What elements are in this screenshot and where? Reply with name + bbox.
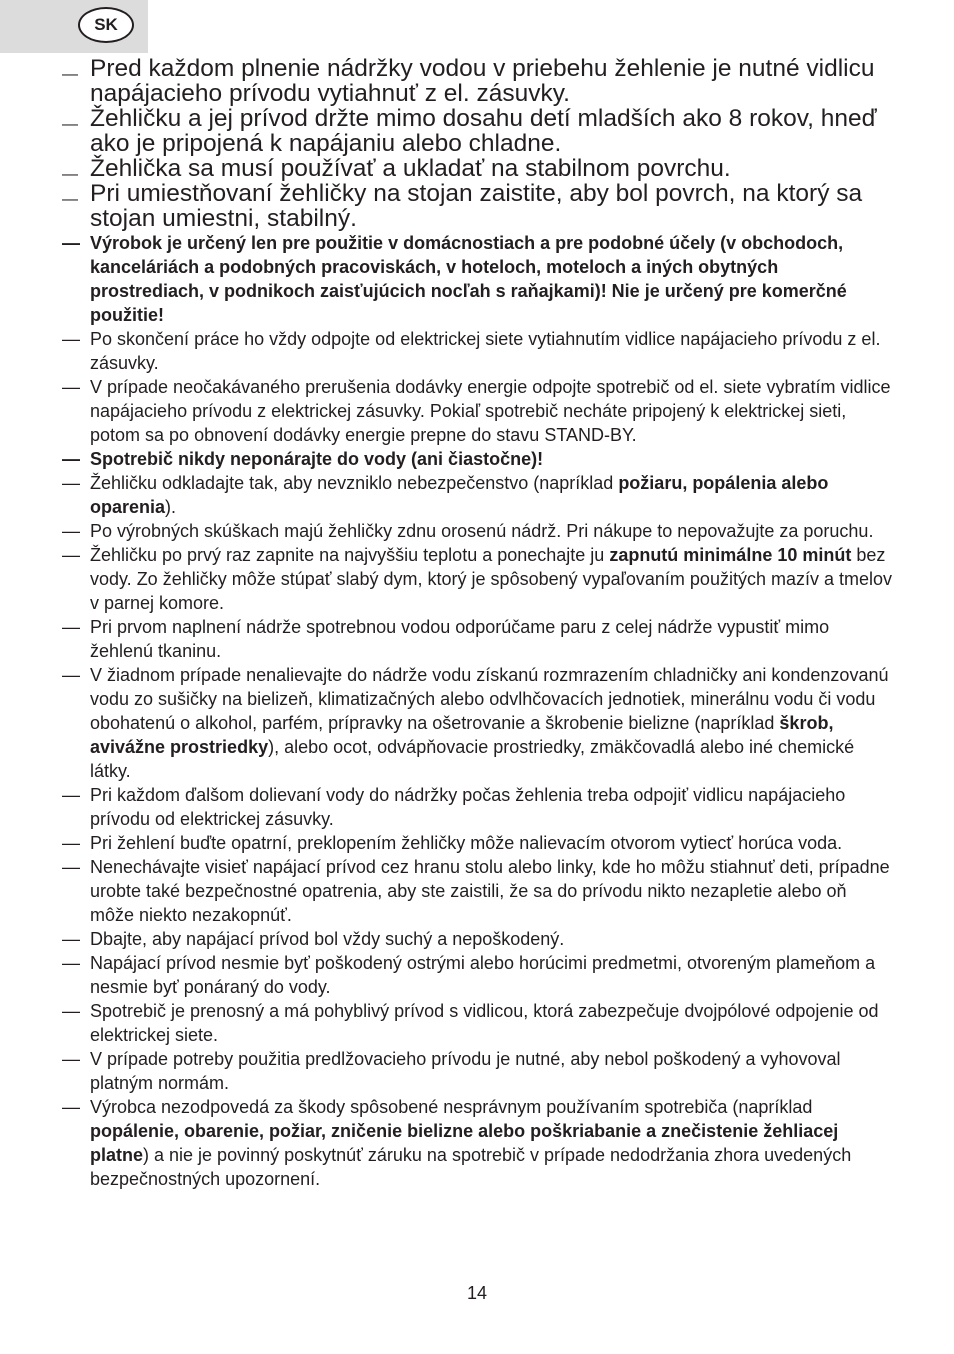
instruction-text: V prípade neočakávaného prerušenia dodávky energie odpojte spotrebič od el. siete vybratím vidlice napájacieho prívodu z elektrickej zásuvky. Pokiaľ spotrebič necháte pripojený k elektrickej sieti, potom sa po obnovení dodávky energie prepne do stavu STAND-BY. bbox=[90, 377, 891, 445]
instruction-item bbox=[62, 1047, 892, 1095]
instruction-text: Výrobca nezodpovedá za škody spôsobené nesprávnym používaním spotrebiča (napríklad bbox=[90, 1097, 813, 1117]
instruction-item bbox=[62, 543, 892, 615]
safety-instructions-list bbox=[62, 56, 892, 1191]
instruction-item bbox=[62, 831, 892, 855]
instruction-item bbox=[62, 615, 892, 663]
instruction-item bbox=[62, 56, 892, 106]
language-badge: SK bbox=[78, 7, 134, 43]
dash-bullet: — bbox=[62, 1097, 80, 1117]
dash-bullet: — bbox=[62, 857, 80, 877]
instruction-item bbox=[62, 783, 892, 831]
dash-bullet: — bbox=[62, 785, 80, 805]
instruction-item bbox=[62, 855, 892, 927]
dash-bullet: — bbox=[62, 66, 78, 83]
instruction-text: Po skončení práce ho vždy odpojte od elektrickej siete vytiahnutím vidlice napájacieho prívodu z el. zásuvky. bbox=[90, 329, 881, 373]
language-tab bbox=[0, 0, 148, 53]
instruction-text: Pri každom ďalšom dolievaní vody do nádržky počas žehlenia treba odpojiť vidlicu napájacieho prívodu od elektrickej zásuvky. bbox=[90, 785, 846, 829]
instruction-item bbox=[62, 447, 892, 471]
dash-bullet: — bbox=[62, 166, 78, 183]
dash-bullet: — bbox=[62, 191, 78, 208]
instruction-text: Žehlička sa musí používať a ukladať na stabilnom povrchu. bbox=[90, 155, 731, 182]
instruction-text: V žiadnom prípade nenalievajte do nádrže vodu získanú rozmrazením chladničky ani kondenzovanú vodu zo sušičky na bielizeň, klimatizačných alebo odvlhčovacích jednotiek, minerálnu vodu či vodu obohatenú o alkohol, parfém, prípravky na ošetrovanie a škrobenie bielizne (napríklad bbox=[90, 665, 889, 733]
instruction-text: ), alebo ocot, odvápňovacie prostriedky, zmäkčovadlá alebo iné chemické látky. bbox=[90, 737, 855, 781]
dash-bullet: — bbox=[62, 521, 80, 541]
dash-bullet: — bbox=[62, 833, 80, 853]
instruction-item bbox=[62, 927, 892, 951]
instruction-text: Žehličku po prvý raz zapnite na najvyššiu teplotu a ponechajte ju bbox=[90, 545, 610, 565]
dash-bullet: — bbox=[62, 617, 80, 637]
instruction-text: V prípade potreby použitia predlžovacieho prívodu je nutné, aby nebol poškodený a vyhovoval platným normám. bbox=[90, 1049, 841, 1093]
instruction-text: Napájací prívod nesmie byť poškodený ostrými alebo horúcimi predmetmi, otvoreným plameňom a nesmie byť ponáraný do vody. bbox=[90, 953, 876, 997]
instruction-text-bold: škrob, avivážne prostriedky bbox=[90, 713, 834, 757]
instruction-item bbox=[62, 181, 892, 231]
instruction-item bbox=[62, 663, 892, 783]
dash-bullet: — bbox=[62, 329, 80, 349]
instruction-item bbox=[62, 519, 892, 543]
dash-bullet: — bbox=[62, 1001, 80, 1021]
instruction-text-bold: Výrobok je určený len pre použitie v domácnostiach a pre podobné účely (v obchodoch, kanceláriách a podobných pracoviskách, v hoteloch, moteloch a iných obytných prostrediach, v podnikoch zaisťujúcich nocľah s raňajkami)! Nie je určený pre komerčné použitie! bbox=[90, 233, 847, 325]
instruction-text-bold: zapnutú minimálne 10 minút bbox=[609, 545, 852, 565]
instruction-item bbox=[62, 327, 892, 375]
instruction-text: bez vody. Zo žehličky môže stúpať slabý dym, ktorý je spôsobený vypaľovaním použitých mazív a tmelov v parnej komore. bbox=[90, 545, 893, 613]
instruction-item bbox=[62, 106, 892, 156]
instruction-text: Po výrobných skúškach majú žehličky zdnu orosenú nádrž. Pri nákupe to nepovažujte za poruchu. bbox=[90, 521, 874, 541]
dash-bullet: — bbox=[62, 116, 78, 133]
instruction-text: Žehličku odkladajte tak, aby nevzniklo nebezpečenstvo (napríklad bbox=[90, 473, 619, 493]
instruction-text: Nenechávajte visieť napájací prívod cez hranu stolu alebo linky, kde ho môžu stiahnuť deti, prípadne urobte také bezpečnostné opatrenia, aby ste zaistili, že sa do prívodu nikto nezapletie alebo oň môže niekto nezakopnúť. bbox=[90, 857, 890, 925]
instruction-item bbox=[62, 999, 892, 1047]
instruction-item bbox=[62, 231, 892, 327]
instruction-text: Dbajte, aby napájací prívod bol vždy suchý a nepoškodený. bbox=[90, 929, 565, 949]
instruction-item bbox=[62, 1095, 892, 1191]
instruction-text: Pri umiestňovaní žehličky na stojan zaistite, aby bol povrch, na ktorý sa stojan umiestni, stabilný. bbox=[90, 180, 863, 232]
instruction-text-bold: popálenie, obarenie, požiar, zničenie bielizne alebo poškriabanie a znečistenie žehliacej platne bbox=[90, 1121, 839, 1165]
dash-bullet: — bbox=[62, 953, 80, 973]
instruction-text: ). bbox=[165, 497, 177, 517]
instruction-item bbox=[62, 471, 892, 519]
dash-bullet: — bbox=[62, 665, 80, 685]
dash-bullet: — bbox=[62, 473, 80, 493]
dash-bullet: — bbox=[62, 545, 80, 565]
dash-bullet: — bbox=[62, 233, 80, 253]
instruction-text: Pri žehlení buďte opatrní, preklopením žehličky môže nalievacím otvorom vytiecť horúca voda. bbox=[90, 833, 843, 853]
instruction-text: Spotrebič je prenosný a má pohyblivý prívod s vidlicou, ktorá zabezpečuje dvojpólové odpojenie od elektrickej siete. bbox=[90, 1001, 879, 1045]
instruction-item bbox=[62, 375, 892, 447]
dash-bullet: — bbox=[62, 1049, 80, 1069]
instruction-text-bold: požiaru, popálenia alebo oparenia bbox=[90, 473, 829, 517]
instruction-item bbox=[62, 951, 892, 999]
instruction-text-bold: Spotrebič nikdy neponárajte do vody (ani čiastočne)! bbox=[90, 449, 544, 469]
instruction-text: Pri prvom naplnení nádrže spotrebnou vodou odporúčame paru z celej nádrže vypustiť mimo žehlenú tkaninu. bbox=[90, 617, 830, 661]
dash-bullet: — bbox=[62, 929, 80, 949]
dash-bullet: — bbox=[62, 377, 80, 397]
instruction-text: Žehličku a jej prívod držte mimo dosahu detí mladších ako 8 rokov, hneď ako je pripojená k napájaniu alebo chladne. bbox=[90, 105, 877, 157]
dash-bullet: — bbox=[62, 449, 80, 469]
instruction-item bbox=[62, 156, 892, 181]
instruction-text: Pred každom plnenie nádržky vodou v priebehu žehlenie je nutné vidlicu napájacieho prívodu vytiahnuť z el. zásuvky. bbox=[90, 55, 875, 107]
page-number: 14 bbox=[466, 1283, 488, 1303]
instruction-text: ) a nie je povinný poskytnúť záruku na spotrebič v prípade nedodržania zhora uvedených bezpečnostných upozornení. bbox=[90, 1145, 852, 1189]
